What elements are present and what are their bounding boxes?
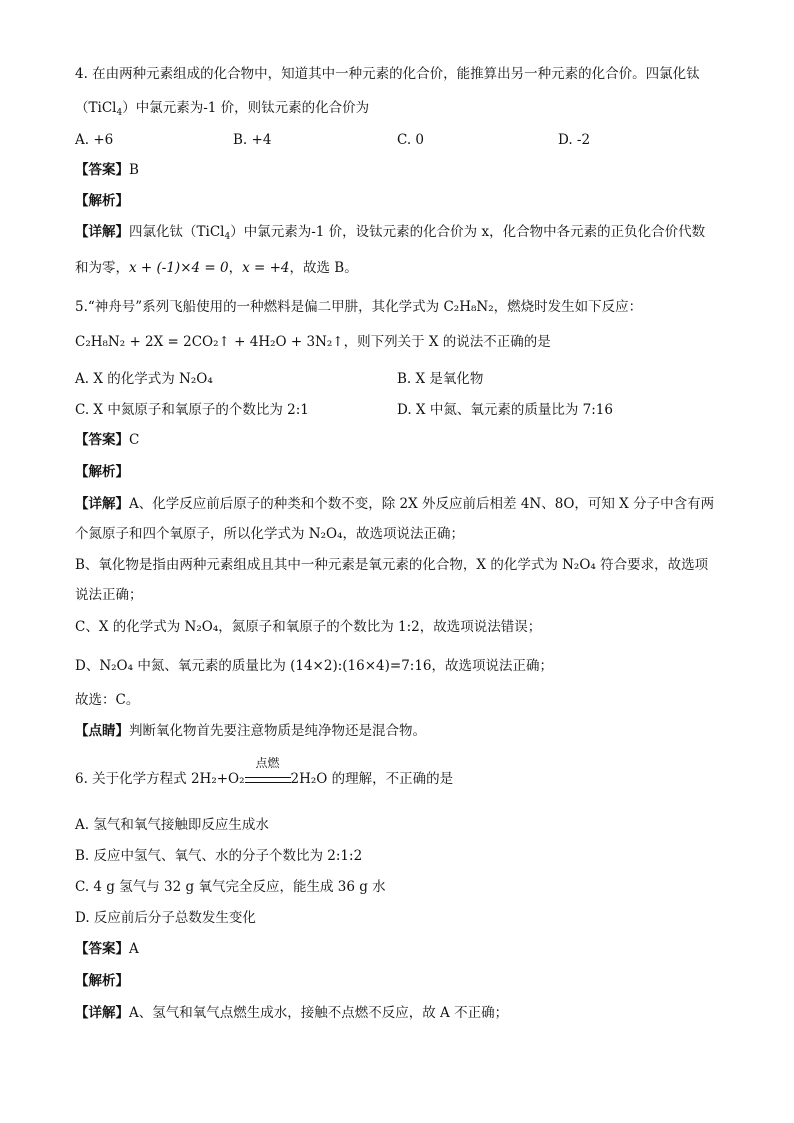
q5-option-a: A. X 的化学式为 N₂O₄	[75, 371, 213, 387]
q4-option-c: C. 0	[397, 132, 425, 148]
answer-value: A	[129, 941, 139, 957]
q4-detail-part-b: ）中氯元素为-1 价，设钛元素的化合价为 x，化合物中各元素的正负化合价代数	[230, 224, 706, 240]
detail-tag: 【详解】	[75, 1005, 129, 1021]
q4-analysis-tag: 【解析】	[75, 193, 129, 209]
q4-answer	[75, 160, 139, 180]
q5-detail-line1	[75, 494, 714, 514]
q6-detail1-text: A、氢气和氧气点燃生成水，接触不点燃不反应，故 A 不正确；	[129, 1005, 509, 1021]
q4-equation-2: x = +4	[242, 260, 290, 276]
q5-detail-line3: B、氧化物是指由两种元素组成且其中一种元素是氧元素的化合物，X 的化学式为 N₂O₄ 符合要求，故选项	[75, 557, 709, 573]
q4-equation-1: x + (-1)×4 = 0	[129, 260, 229, 276]
point-tag: 【点睛】	[75, 723, 129, 739]
q4-option-d: D. -2	[558, 132, 591, 148]
q5-point	[75, 721, 426, 741]
q4-detail2-b: ，故选 B。	[289, 260, 358, 276]
detail-tag: 【详解】	[75, 224, 129, 240]
q4-stem-line2	[75, 98, 369, 118]
q5-option-b: B. X 是氧化物	[397, 371, 484, 387]
answer-tag: 【答案】	[75, 941, 129, 957]
q5-stem-part-b: ，则下列关于 X 的说法不正确的是	[343, 334, 551, 350]
q5-point-text: 判断氧化物首先要注意物质是纯净物还是混合物。	[129, 723, 426, 739]
q5-stem-line1: 5.“神舟号”系列飞船使用的一种燃料是偏二甲肼，其化学式为 C₂H₈N₂，燃烧时发生如下反应：	[75, 299, 643, 315]
answer-tag: 【答案】	[75, 432, 129, 448]
q4-detail-subscript: 4	[224, 232, 231, 242]
q5-detail1-text: A、化学反应前后原子的种类和个数不变，除 2X 外反应前后相差 4N、8O，可知 X 分子中含有两	[129, 496, 715, 512]
q5-detail-line6: D、N₂O₄ 中氮、氧元素的质量比为 (14×2):(16×4)=7:16，故选项说法正确；	[75, 658, 554, 674]
q6-reaction-condition	[245, 756, 291, 789]
q4-detail-line2	[75, 258, 358, 278]
q4-option-b: B. +4	[233, 132, 272, 148]
answer-tag: 【答案】	[75, 162, 129, 178]
q4-detail-line1	[75, 222, 705, 242]
q4-stem-part-b: ）中氯元素为-1 价，则钛元素的化合价为	[122, 100, 370, 116]
q5-detail-line2: 个氮原子和四个氧原子，所以化学式为 N₂O₄，故选项说法正确；	[75, 526, 464, 542]
q6-option-d: D. 反应前后分子总数发生变化	[75, 910, 256, 926]
q4-separator: ，	[228, 260, 243, 276]
q4-stem-line1: 4. 在由两种元素组成的化合物中，知道其中一种元素的化合价，能推算出另一种元素的化合价。四氯化钛	[75, 66, 700, 82]
q4-stem-part-a: （TiCl	[75, 100, 117, 116]
q4-subscript: 4	[116, 108, 123, 118]
q5-reaction-equation: C₂H₈N₂ + 2X = 2CO₂↑ + 4H₂O + 3N₂↑	[75, 334, 344, 350]
q5-detail-line7: 故选：C。	[75, 692, 140, 708]
q4-option-a: A. +6	[75, 132, 114, 148]
q5-detail-line5: C、X 的化学式为 N₂O₄，氮原子和氧原子的个数比为 1:2，故选项说法错误；	[75, 619, 542, 635]
q5-option-c: C. X 中氮原子和氧原子的个数比为 2:1	[75, 402, 309, 418]
q6-stem-part-a: 6. 关于化学方程式 2H₂+O₂	[75, 771, 245, 787]
q6-equals-bar	[245, 777, 291, 783]
q5-stem-line2	[75, 332, 551, 352]
q4-detail2-a: 和为零，	[75, 260, 129, 276]
q6-analysis-tag: 【解析】	[75, 973, 129, 989]
q6-condition-label: 点燃	[255, 756, 280, 770]
detail-tag: 【详解】	[75, 496, 129, 512]
q5-detail-line4: 说法正确；	[75, 587, 143, 603]
q6-option-a: A. 氢气和氧气接触即反应生成水	[75, 817, 269, 833]
q6-option-c: C. 4 g 氢气与 32 g 氧气完全反应，能生成 36 g 水	[75, 879, 386, 895]
q6-stem-part-b: 2H₂O 的理解，不正确的是	[290, 771, 454, 787]
q6-option-b: B. 反应中氢气、氧气、水的分子个数比为 2:1:2	[75, 848, 363, 864]
answer-value: B	[129, 162, 139, 178]
q6-stem	[75, 756, 454, 789]
answer-value: C	[129, 432, 140, 448]
q5-analysis-tag: 【解析】	[75, 464, 129, 480]
q4-detail-part-a: 四氯化钛（TiCl	[129, 224, 225, 240]
q5-option-d: D. X 中氮、氧元素的质量比为 7:16	[397, 402, 613, 418]
q6-answer	[75, 939, 139, 959]
q6-detail-line1	[75, 1003, 508, 1023]
q5-answer	[75, 430, 139, 450]
